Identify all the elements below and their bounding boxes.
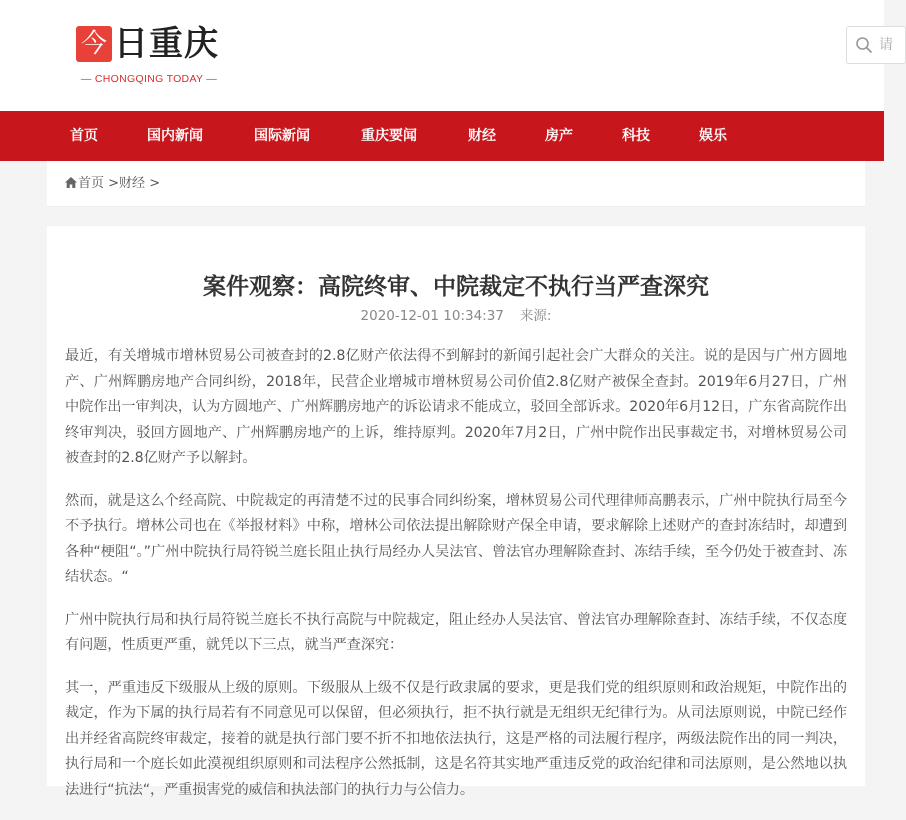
site-logo[interactable] [76,24,226,90]
breadcrumb-bar [47,161,865,207]
article [47,226,865,798]
article-paragraph: 最近，有关增城市增林贸易公司被查封的2.8亿财产依法得不到解封的新闻引起社会广大群众的关注。说的是因与广州方圆地产、广州辉鹏房地产合同纠纷，2018年，民营企业增城市增林贸易公司价值2.8亿财产被保全查封。2019年6月27日，广州中院作出一审判决，认为方圆地产、广州辉鹏房地产的诉讼请求不能成立，驳回全部诉求。2020年6月12日，广东省高院作出终审判决，驳回方圆地产、广州辉鹏房地产的上诉，维持原判。2020年7月2日，广州中院作出民事裁定书，对增林贸易公司被查封的2.8亿财产予以解封。 [65,348,847,466]
article-date: 2020-12-01 10:34:37 [360,308,504,324]
logo-text: 日重庆 [114,24,219,64]
article-paragraph: 然而，就是这么个经高院、中院裁定的再清楚不过的民事合同纠纷案，增林贸易公司代理律师高鹏表示，广州中院执行局至今不予执行。增林公司也在《举报材料》中称，增林公司依法提出解除财产保全申请，要求解除上述财产的查封冻结时，却遭到各种“梗阻“。”广州中院执行局符锐兰庭长阻止执行局经办人吴法官、曾法官办理解除查封、冻结手续，至今仍处于被查封、冻结状态。“ [65,492,847,585]
breadcrumb-separator: > [145,176,161,191]
site-header [0,0,893,111]
nav-item-home[interactable]: 首页 [70,128,98,144]
breadcrumb-home-link[interactable]: 首页 [78,176,105,191]
logo-subtitle: — CHONGQING TODAY — [76,72,222,86]
article-body [65,344,847,820]
breadcrumb [65,175,160,193]
search-input[interactable] [846,26,906,64]
article-paragraph: 其一，严重违反下级服从上级的原则。下级服从上级不仅是行政隶属的要求，更是我们党的组织原则和政治规矩，中院作出的裁定，作为下属的执行局若有不同意见可以保留，但必须执行，拒不执行就是无组织无纪律行为。从司法原则说，中院已经作出并经省高院终审裁定，接着的就是执行部门要不折不扣地依法执行，这是严格的司法履行程序，两级法院作出的同一判决，执行局和一个庭长如此漠视组织原则和司法程序公然抵制，这是名符其实地严重违反党的政治纪律和司法原则，是公然地以执法进行“抗法“，严重损害党的威信和执法部门的执行力与公信力。 [65,679,847,798]
breadcrumb-separator: > [104,176,120,191]
nav-item-international[interactable]: 国际新闻 [254,128,310,144]
nav-item-property[interactable]: 房产 [545,128,573,144]
logo-mark: 今 [76,26,112,62]
article-paragraph: 广州中院执行局和执行局符锐兰庭长不执行高院与中院裁定，阻止经办人吴法官、曾法官办理解除查封、冻结手续，不仅态度有问题，性质更严重，就凭以下三点，就当严查深究： [65,611,847,653]
search-placeholder: 请 [879,37,893,53]
main-nav [0,111,884,161]
nav-item-finance[interactable]: 财经 [468,128,496,144]
article-source-label: 来源: [519,308,552,324]
nav-item-entertainment[interactable]: 娱乐 [699,128,727,144]
article-title: 案件观察：高院终审、中院裁定不执行当严查深究 [203,274,709,301]
breadcrumb-category-link[interactable]: 财经 [119,176,146,191]
nav-item-chongqing[interactable]: 重庆要闻 [361,128,417,144]
home-icon [65,177,77,188]
search-icon[interactable] [855,36,873,54]
nav-item-domestic[interactable]: 国内新闻 [147,128,203,144]
article-meta [47,306,865,326]
nav-item-tech[interactable]: 科技 [622,128,650,144]
